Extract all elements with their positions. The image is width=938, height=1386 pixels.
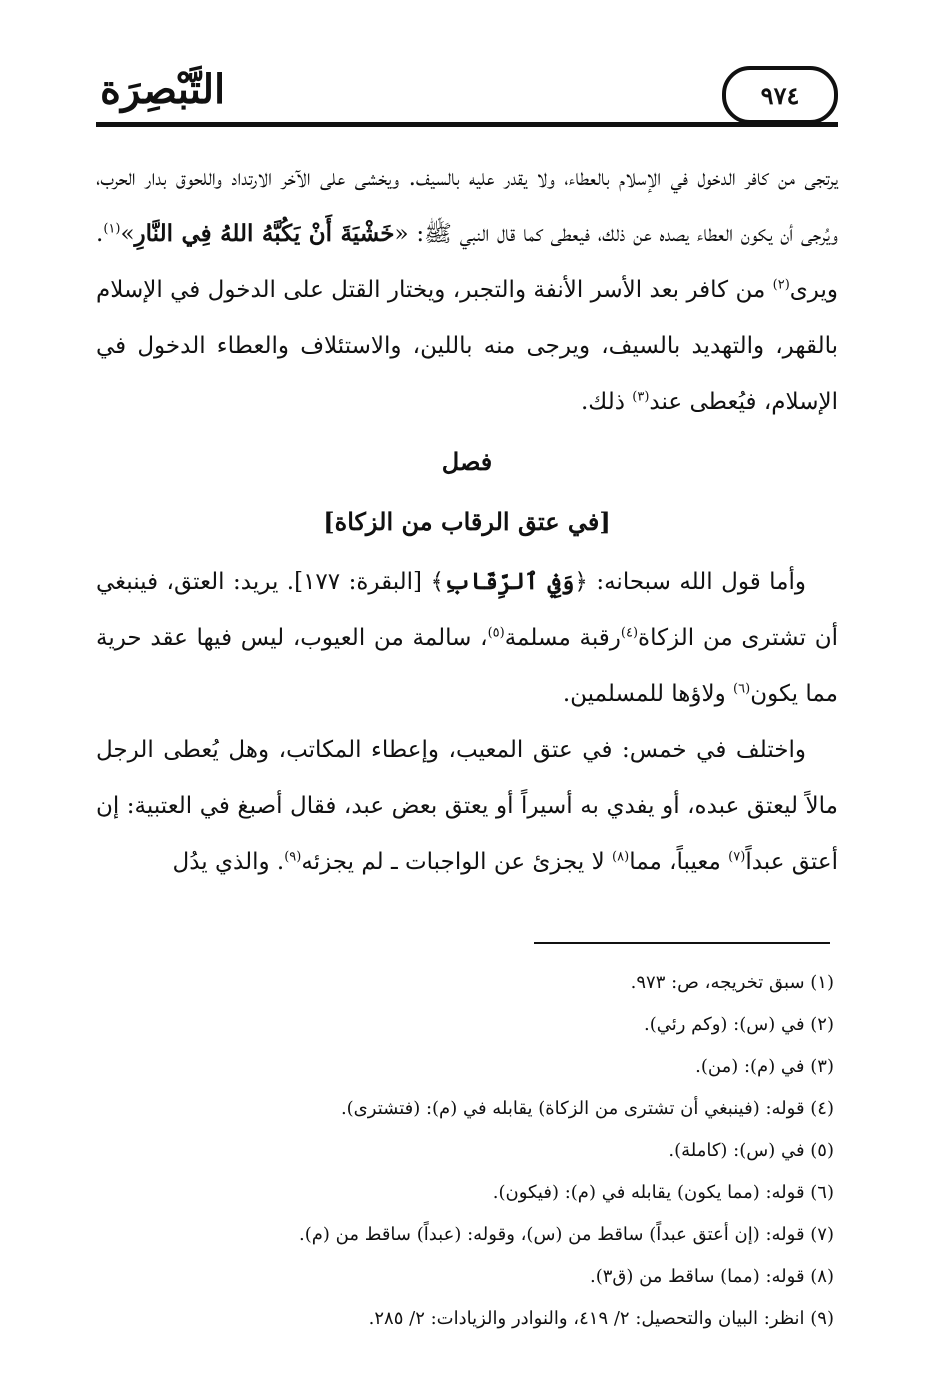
text-run: ، سالمة من العيوب، ليس فيها عقد حرية مما يكون: [96, 625, 838, 707]
text-run: رقبة مسلمة: [504, 625, 621, 651]
footnote-marker-2: (٢): [772, 277, 790, 293]
book-title: التَّبْصِرَة: [100, 66, 226, 113]
footnotes: [96, 962, 834, 1340]
footnote-1: (١) سبق تخريجه، ص: ٩٧٣.: [630, 972, 834, 993]
footnote-5: (٥) في (س): (كاملة).: [668, 1140, 834, 1161]
text-run: وأما قول الله سبحانه: ﴿: [574, 569, 806, 595]
text-run: ولاؤها للمسلمين.: [562, 681, 734, 707]
section-subtitle: [في عتق الرقاب من الزكاة]: [323, 507, 611, 536]
page-number: ٩٧٤: [722, 66, 838, 124]
footnote-marker-7: (٧): [728, 849, 746, 865]
main-text: [96, 150, 838, 890]
text-run: ﴾ [البقرة: ١٧٧]. يريد: العتق، فينبغي أن تشترى من الزكاة: [96, 569, 838, 651]
footnote-separator: [534, 942, 830, 944]
footnote-marker-1: (١): [103, 221, 121, 237]
text-run: ذلك.: [581, 389, 633, 415]
text-run: معيباً، مما: [629, 849, 729, 875]
text-run: يرتجى من كافر الدخول في الإسلام بالعطاء، ولا يقدر عليه بالسيف. ويخشى على الآخر الارتداد واللحوق بدار الحرب، ويُرجى أن يكون العطاء يصده عن ذلك، فيعطى كما قال النبي ﷺ: «: [96, 165, 838, 247]
footnote-8: (٨) قوله: (مما) ساقط من (ق٣).: [589, 1266, 834, 1287]
text-run: »: [120, 221, 135, 247]
footnote-9: (٩) انظر: البيان والتحصيل: ٢/ ٤١٩، والنوادر والزيادات: ٢/ ٢٨٥.: [368, 1308, 834, 1329]
footnote-2: (٢) في (س): (وكم رئي).: [643, 1014, 834, 1035]
quran-quote: وَفِي ٱلرِّقَابِ: [443, 568, 575, 595]
text-run: لا يجزئ عن الواجبات ـ لم يجزئه: [301, 849, 613, 875]
text-run: . ويرى: [96, 221, 838, 303]
footnote-marker-3: (٣): [632, 389, 650, 405]
footnote-marker-4: (٤): [620, 625, 639, 641]
paragraph-2: [96, 554, 838, 722]
footnote-marker-9: (٩): [284, 849, 302, 865]
header-rule: [96, 122, 838, 127]
text-run: . والذي يدُل: [172, 849, 285, 875]
text-run: من كافر بعد الأسر الأنفة والتجبر، ويختار القتل على الدخول في الإسلام بالقهر، والتهديد بالسيف، ويرجى منه باللين، والاستئلاف والعطاء الدخول في الإسلام، فيُعطى عند: [96, 277, 838, 415]
footnote-6: (٦) قوله: (مما يكون) يقابله في (م): (فيكون).: [492, 1182, 834, 1203]
footnote-marker-8: (٨): [612, 849, 630, 865]
footnote-3: (٣) في (م): (من).: [695, 1056, 834, 1077]
page-header: [96, 60, 838, 132]
paragraph-1: [96, 150, 838, 430]
section-title: فصل: [441, 447, 493, 476]
footnote-7: (٧) قوله: (إن أعتق عبداً) ساقط من (س)، وقوله: (عبداً) ساقط من (م).: [299, 1224, 834, 1245]
footnote-marker-5: (٥): [487, 625, 505, 641]
hadith-quote: خَشْيَةَ أَنْ يَكُبَّهُ اللهُ فِي النَّارِ: [134, 220, 395, 247]
footnote-4: (٤) قوله: (فينبغي أن تشترى من الزكاة) يقابله في (م): (فتشترى).: [340, 1098, 834, 1119]
paragraph-3: [96, 722, 838, 890]
footnote-marker-6: (٦): [733, 681, 751, 697]
text-run: واختلف في خمس: في عتق المعيب، وإعطاء المكاتب، وهل يُعطى الرجل مالاً ليعتق عبده، أو يفدي به أسيراً أو يعتق بعض عبد، فقال أصبغ في العتبية: إن أعتق عبداً: [96, 737, 838, 875]
